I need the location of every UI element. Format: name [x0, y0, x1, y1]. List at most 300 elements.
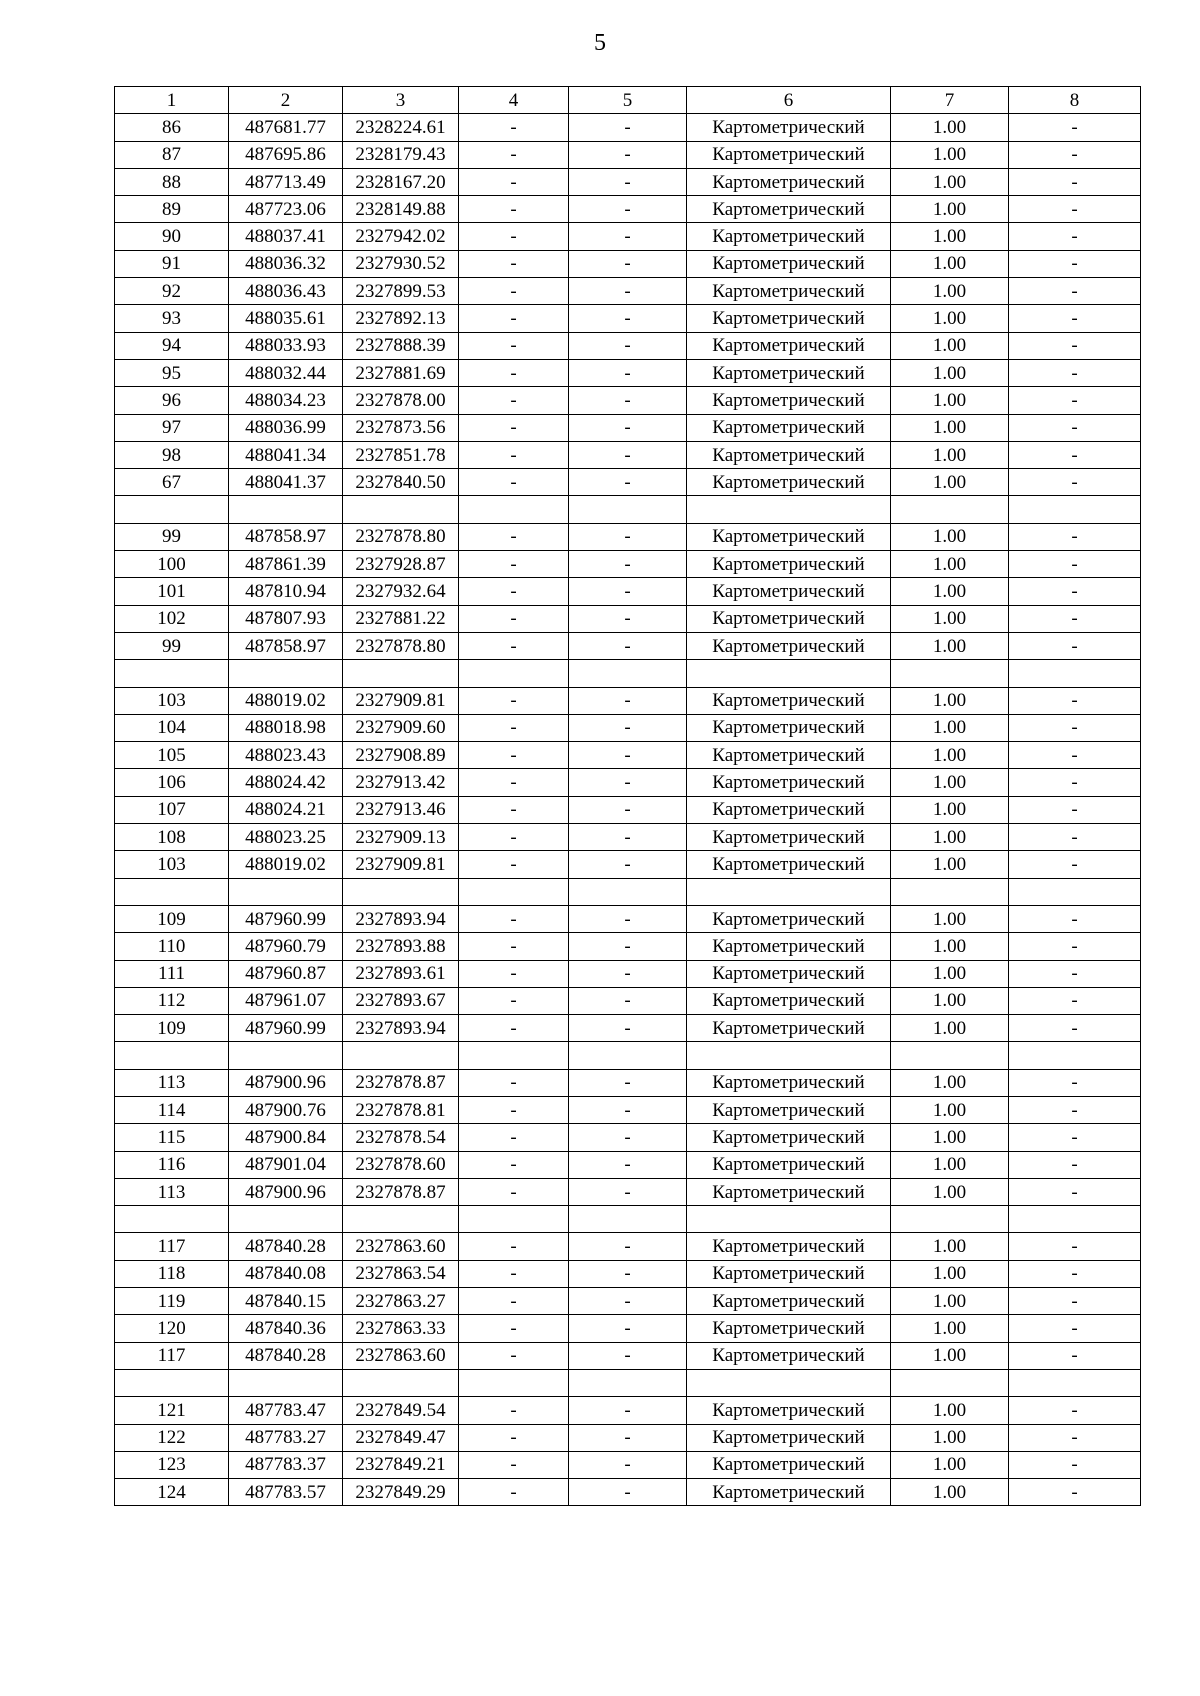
accuracy-cell: 1.00 — [891, 796, 1009, 823]
table-row — [115, 523, 1141, 550]
empty-cell — [891, 878, 1009, 905]
table-separator-row — [115, 1042, 1141, 1069]
col4-cell: - — [459, 414, 569, 441]
accuracy-cell: 1.00 — [891, 578, 1009, 605]
point-number-cell: 119 — [115, 1288, 229, 1315]
x-coordinate-cell: 488032.44 — [229, 359, 343, 386]
point-number-cell: 103 — [115, 851, 229, 878]
empty-cell — [229, 1042, 343, 1069]
accuracy-cell: 1.00 — [891, 1397, 1009, 1424]
table-row — [115, 1015, 1141, 1042]
col8-cell: - — [1009, 851, 1141, 878]
table-row — [115, 1424, 1141, 1451]
method-cell: Картометрический — [687, 605, 891, 632]
method-cell: Картометрический — [687, 1151, 891, 1178]
y-coordinate-cell: 2327878.87 — [343, 1178, 459, 1205]
empty-cell — [687, 1369, 891, 1396]
x-coordinate-cell: 487858.97 — [229, 523, 343, 550]
col4-cell: - — [459, 796, 569, 823]
table-row — [115, 1315, 1141, 1342]
empty-cell — [115, 660, 229, 687]
method-cell: Картометрический — [687, 305, 891, 332]
empty-cell — [687, 1042, 891, 1069]
table-row — [115, 714, 1141, 741]
point-number-cell: 89 — [115, 196, 229, 223]
empty-cell — [687, 878, 891, 905]
col4-cell: - — [459, 769, 569, 796]
accuracy-cell: 1.00 — [891, 359, 1009, 386]
point-number-cell: 117 — [115, 1233, 229, 1260]
x-coordinate-cell: 488024.21 — [229, 796, 343, 823]
y-coordinate-cell: 2327851.78 — [343, 441, 459, 468]
x-coordinate-cell: 487900.96 — [229, 1069, 343, 1096]
empty-cell — [115, 1206, 229, 1233]
method-cell: Картометрический — [687, 1424, 891, 1451]
col8-cell: - — [1009, 1124, 1141, 1151]
table-row — [115, 1178, 1141, 1205]
x-coordinate-cell: 488036.32 — [229, 250, 343, 277]
method-cell: Картометрический — [687, 796, 891, 823]
y-coordinate-cell: 2327893.88 — [343, 933, 459, 960]
col5-cell: - — [569, 1260, 687, 1287]
empty-cell — [569, 1206, 687, 1233]
col8-cell: - — [1009, 905, 1141, 932]
y-coordinate-cell: 2327881.22 — [343, 605, 459, 632]
table-row — [115, 1151, 1141, 1178]
x-coordinate-cell: 487723.06 — [229, 196, 343, 223]
table-row — [115, 1479, 1141, 1506]
point-number-cell: 86 — [115, 114, 229, 141]
table-row — [115, 1342, 1141, 1369]
empty-cell — [891, 1369, 1009, 1396]
col8-cell: - — [1009, 332, 1141, 359]
point-number-cell: 120 — [115, 1315, 229, 1342]
x-coordinate-cell: 487961.07 — [229, 987, 343, 1014]
empty-cell — [569, 1042, 687, 1069]
empty-cell — [459, 878, 569, 905]
table-row — [115, 305, 1141, 332]
method-cell: Картометрический — [687, 742, 891, 769]
col8-cell: - — [1009, 196, 1141, 223]
point-number-cell: 104 — [115, 714, 229, 741]
point-number-cell: 118 — [115, 1260, 229, 1287]
col5-cell: - — [569, 1315, 687, 1342]
col5-cell: - — [569, 605, 687, 632]
accuracy-cell: 1.00 — [891, 414, 1009, 441]
x-coordinate-cell: 488018.98 — [229, 714, 343, 741]
point-number-cell: 109 — [115, 905, 229, 932]
empty-cell — [891, 1206, 1009, 1233]
y-coordinate-cell: 2327849.29 — [343, 1479, 459, 1506]
table-row — [115, 905, 1141, 932]
table-row — [115, 469, 1141, 496]
accuracy-cell: 1.00 — [891, 933, 1009, 960]
empty-cell — [1009, 496, 1141, 523]
col8-cell: - — [1009, 796, 1141, 823]
method-cell: Картометрический — [687, 960, 891, 987]
x-coordinate-cell: 487681.77 — [229, 114, 343, 141]
x-coordinate-cell: 487783.27 — [229, 1424, 343, 1451]
table-row — [115, 824, 1141, 851]
method-cell: Картометрический — [687, 987, 891, 1014]
x-coordinate-cell: 487783.37 — [229, 1451, 343, 1478]
col4-cell: - — [459, 332, 569, 359]
method-cell: Картометрический — [687, 196, 891, 223]
col5-cell: - — [569, 196, 687, 223]
col5-cell: - — [569, 769, 687, 796]
col4-cell: - — [459, 1260, 569, 1287]
accuracy-cell: 1.00 — [891, 987, 1009, 1014]
col8-cell: - — [1009, 1015, 1141, 1042]
y-coordinate-cell: 2327849.47 — [343, 1424, 459, 1451]
accuracy-cell: 1.00 — [891, 851, 1009, 878]
col5-cell: - — [569, 1069, 687, 1096]
table-row — [115, 1124, 1141, 1151]
x-coordinate-cell: 487858.97 — [229, 632, 343, 659]
col5-cell: - — [569, 1397, 687, 1424]
col5-cell: - — [569, 387, 687, 414]
x-coordinate-cell: 487713.49 — [229, 168, 343, 195]
accuracy-cell: 1.00 — [891, 1096, 1009, 1123]
method-cell: Картометрический — [687, 1315, 891, 1342]
column-header: 6 — [687, 87, 891, 114]
point-number-cell: 99 — [115, 523, 229, 550]
col4-cell: - — [459, 359, 569, 386]
empty-cell — [343, 1369, 459, 1396]
point-number-cell: 106 — [115, 769, 229, 796]
y-coordinate-cell: 2327892.13 — [343, 305, 459, 332]
y-coordinate-cell: 2327899.53 — [343, 278, 459, 305]
table-row — [115, 141, 1141, 168]
y-coordinate-cell: 2328179.43 — [343, 141, 459, 168]
x-coordinate-cell: 487960.87 — [229, 960, 343, 987]
y-coordinate-cell: 2327878.80 — [343, 632, 459, 659]
table-row — [115, 1451, 1141, 1478]
table-row — [115, 1260, 1141, 1287]
empty-cell — [1009, 1206, 1141, 1233]
method-cell: Картометрический — [687, 114, 891, 141]
col8-cell: - — [1009, 141, 1141, 168]
point-number-cell: 114 — [115, 1096, 229, 1123]
empty-cell — [1009, 660, 1141, 687]
table-body — [115, 87, 1141, 1506]
empty-cell — [115, 878, 229, 905]
x-coordinate-cell: 487840.36 — [229, 1315, 343, 1342]
empty-cell — [459, 1369, 569, 1396]
table-row — [115, 1233, 1141, 1260]
point-number-cell: 105 — [115, 742, 229, 769]
col5-cell: - — [569, 687, 687, 714]
col4-cell: - — [459, 1288, 569, 1315]
col4-cell: - — [459, 141, 569, 168]
y-coordinate-cell: 2327928.87 — [343, 551, 459, 578]
x-coordinate-cell: 488023.25 — [229, 824, 343, 851]
table-header-row — [115, 87, 1141, 114]
empty-cell — [569, 1369, 687, 1396]
x-coordinate-cell: 488033.93 — [229, 332, 343, 359]
point-number-cell: 112 — [115, 987, 229, 1014]
accuracy-cell: 1.00 — [891, 523, 1009, 550]
table-row — [115, 250, 1141, 277]
table-row — [115, 387, 1141, 414]
col5-cell: - — [569, 414, 687, 441]
method-cell: Картометрический — [687, 469, 891, 496]
point-number-cell: 99 — [115, 632, 229, 659]
col5-cell: - — [569, 1288, 687, 1315]
y-coordinate-cell: 2327893.94 — [343, 1015, 459, 1042]
accuracy-cell: 1.00 — [891, 714, 1009, 741]
col8-cell: - — [1009, 933, 1141, 960]
col4-cell: - — [459, 1233, 569, 1260]
col4-cell: - — [459, 523, 569, 550]
col4-cell: - — [459, 578, 569, 605]
col5-cell: - — [569, 851, 687, 878]
table-row — [115, 1096, 1141, 1123]
col5-cell: - — [569, 359, 687, 386]
table-row — [115, 632, 1141, 659]
accuracy-cell: 1.00 — [891, 278, 1009, 305]
method-cell: Картометрический — [687, 1015, 891, 1042]
method-cell: Картометрический — [687, 1260, 891, 1287]
empty-cell — [229, 878, 343, 905]
point-number-cell: 100 — [115, 551, 229, 578]
x-coordinate-cell: 487807.93 — [229, 605, 343, 632]
y-coordinate-cell: 2328224.61 — [343, 114, 459, 141]
empty-cell — [343, 496, 459, 523]
method-cell: Картометрический — [687, 1124, 891, 1151]
table-row — [115, 769, 1141, 796]
x-coordinate-cell: 488019.02 — [229, 851, 343, 878]
x-coordinate-cell: 488036.43 — [229, 278, 343, 305]
accuracy-cell: 1.00 — [891, 196, 1009, 223]
table-row — [115, 278, 1141, 305]
col8-cell: - — [1009, 714, 1141, 741]
accuracy-cell: 1.00 — [891, 141, 1009, 168]
col8-cell: - — [1009, 114, 1141, 141]
accuracy-cell: 1.00 — [891, 1151, 1009, 1178]
accuracy-cell: 1.00 — [891, 1233, 1009, 1260]
x-coordinate-cell: 487900.84 — [229, 1124, 343, 1151]
col4-cell: - — [459, 605, 569, 632]
point-number-cell: 102 — [115, 605, 229, 632]
point-number-cell: 91 — [115, 250, 229, 277]
column-header: 1 — [115, 87, 229, 114]
empty-cell — [343, 878, 459, 905]
empty-cell — [343, 1206, 459, 1233]
column-header: 8 — [1009, 87, 1141, 114]
col4-cell: - — [459, 987, 569, 1014]
table-row — [115, 578, 1141, 605]
table-row — [115, 605, 1141, 632]
col5-cell: - — [569, 1124, 687, 1151]
col8-cell: - — [1009, 1342, 1141, 1369]
col4-cell: - — [459, 387, 569, 414]
col4-cell: - — [459, 551, 569, 578]
empty-cell — [229, 1369, 343, 1396]
method-cell: Картометрический — [687, 523, 891, 550]
empty-cell — [1009, 1369, 1141, 1396]
point-number-cell: 123 — [115, 1451, 229, 1478]
col4-cell: - — [459, 250, 569, 277]
y-coordinate-cell: 2327878.60 — [343, 1151, 459, 1178]
col5-cell: - — [569, 305, 687, 332]
empty-cell — [687, 496, 891, 523]
method-cell: Картометрический — [687, 1288, 891, 1315]
point-number-cell: 94 — [115, 332, 229, 359]
y-coordinate-cell: 2327878.00 — [343, 387, 459, 414]
table-row — [115, 332, 1141, 359]
table-row — [115, 168, 1141, 195]
col8-cell: - — [1009, 605, 1141, 632]
y-coordinate-cell: 2327893.67 — [343, 987, 459, 1014]
column-header: 3 — [343, 87, 459, 114]
col8-cell: - — [1009, 824, 1141, 851]
table-row — [115, 1397, 1141, 1424]
table-row — [115, 796, 1141, 823]
col8-cell: - — [1009, 414, 1141, 441]
y-coordinate-cell: 2327909.81 — [343, 851, 459, 878]
x-coordinate-cell: 487840.08 — [229, 1260, 343, 1287]
point-number-cell: 116 — [115, 1151, 229, 1178]
x-coordinate-cell: 487783.57 — [229, 1479, 343, 1506]
x-coordinate-cell: 487960.99 — [229, 905, 343, 932]
col5-cell: - — [569, 1178, 687, 1205]
method-cell: Картометрический — [687, 1397, 891, 1424]
method-cell: Картометрический — [687, 632, 891, 659]
table-row — [115, 196, 1141, 223]
col4-cell: - — [459, 632, 569, 659]
point-number-cell: 121 — [115, 1397, 229, 1424]
col5-cell: - — [569, 1342, 687, 1369]
method-cell: Картометрический — [687, 1342, 891, 1369]
col4-cell: - — [459, 1151, 569, 1178]
accuracy-cell: 1.00 — [891, 1069, 1009, 1096]
col5-cell: - — [569, 714, 687, 741]
empty-cell — [343, 1042, 459, 1069]
table-row — [115, 414, 1141, 441]
x-coordinate-cell: 487861.39 — [229, 551, 343, 578]
col8-cell: - — [1009, 359, 1141, 386]
y-coordinate-cell: 2327863.54 — [343, 1260, 459, 1287]
accuracy-cell: 1.00 — [891, 114, 1009, 141]
x-coordinate-cell: 487840.15 — [229, 1288, 343, 1315]
empty-cell — [459, 660, 569, 687]
y-coordinate-cell: 2327878.81 — [343, 1096, 459, 1123]
x-coordinate-cell: 488024.42 — [229, 769, 343, 796]
col4-cell: - — [459, 1124, 569, 1151]
col4-cell: - — [459, 1451, 569, 1478]
table-row — [115, 114, 1141, 141]
point-number-cell: 109 — [115, 1015, 229, 1042]
method-cell: Картометрический — [687, 1096, 891, 1123]
x-coordinate-cell: 488035.61 — [229, 305, 343, 332]
accuracy-cell: 1.00 — [891, 905, 1009, 932]
accuracy-cell: 1.00 — [891, 632, 1009, 659]
method-cell: Картометрический — [687, 933, 891, 960]
y-coordinate-cell: 2327932.64 — [343, 578, 459, 605]
col4-cell: - — [459, 223, 569, 250]
accuracy-cell: 1.00 — [891, 168, 1009, 195]
point-number-cell: 113 — [115, 1178, 229, 1205]
y-coordinate-cell: 2327863.60 — [343, 1233, 459, 1260]
table-row — [115, 742, 1141, 769]
point-number-cell: 103 — [115, 687, 229, 714]
col5-cell: - — [569, 168, 687, 195]
col8-cell: - — [1009, 769, 1141, 796]
accuracy-cell: 1.00 — [891, 1015, 1009, 1042]
method-cell: Картометрический — [687, 168, 891, 195]
col5-cell: - — [569, 141, 687, 168]
method-cell: Картометрический — [687, 387, 891, 414]
accuracy-cell: 1.00 — [891, 1479, 1009, 1506]
accuracy-cell: 1.00 — [891, 223, 1009, 250]
accuracy-cell: 1.00 — [891, 387, 1009, 414]
point-number-cell: 90 — [115, 223, 229, 250]
accuracy-cell: 1.00 — [891, 742, 1009, 769]
col5-cell: - — [569, 1233, 687, 1260]
col8-cell: - — [1009, 1178, 1141, 1205]
empty-cell — [459, 1206, 569, 1233]
y-coordinate-cell: 2328167.20 — [343, 168, 459, 195]
col5-cell: - — [569, 1424, 687, 1451]
col8-cell: - — [1009, 441, 1141, 468]
col4-cell: - — [459, 960, 569, 987]
accuracy-cell: 1.00 — [891, 332, 1009, 359]
col8-cell: - — [1009, 305, 1141, 332]
accuracy-cell: 1.00 — [891, 305, 1009, 332]
point-number-cell: 107 — [115, 796, 229, 823]
col4-cell: - — [459, 1479, 569, 1506]
accuracy-cell: 1.00 — [891, 1288, 1009, 1315]
col5-cell: - — [569, 114, 687, 141]
col5-cell: - — [569, 632, 687, 659]
method-cell: Картометрический — [687, 769, 891, 796]
y-coordinate-cell: 2327893.94 — [343, 905, 459, 932]
col8-cell: - — [1009, 523, 1141, 550]
table-separator-row — [115, 1369, 1141, 1396]
point-number-cell: 101 — [115, 578, 229, 605]
col4-cell: - — [459, 168, 569, 195]
x-coordinate-cell: 488041.34 — [229, 441, 343, 468]
method-cell: Картометрический — [687, 1178, 891, 1205]
y-coordinate-cell: 2328149.88 — [343, 196, 459, 223]
point-number-cell: 110 — [115, 933, 229, 960]
empty-cell — [343, 660, 459, 687]
empty-cell — [891, 660, 1009, 687]
method-cell: Картометрический — [687, 687, 891, 714]
col8-cell: - — [1009, 551, 1141, 578]
point-number-cell: 97 — [115, 414, 229, 441]
col5-cell: - — [569, 933, 687, 960]
method-cell: Картометрический — [687, 905, 891, 932]
accuracy-cell: 1.00 — [891, 250, 1009, 277]
table-row — [115, 551, 1141, 578]
x-coordinate-cell: 487901.04 — [229, 1151, 343, 1178]
col4-cell: - — [459, 714, 569, 741]
col4-cell: - — [459, 305, 569, 332]
point-number-cell: 98 — [115, 441, 229, 468]
col8-cell: - — [1009, 1260, 1141, 1287]
empty-cell — [891, 496, 1009, 523]
empty-cell — [115, 1042, 229, 1069]
table-row — [115, 687, 1141, 714]
y-coordinate-cell: 2327878.80 — [343, 523, 459, 550]
col8-cell: - — [1009, 387, 1141, 414]
col8-cell: - — [1009, 469, 1141, 496]
empty-cell — [229, 1206, 343, 1233]
col4-cell: - — [459, 114, 569, 141]
accuracy-cell: 1.00 — [891, 1424, 1009, 1451]
